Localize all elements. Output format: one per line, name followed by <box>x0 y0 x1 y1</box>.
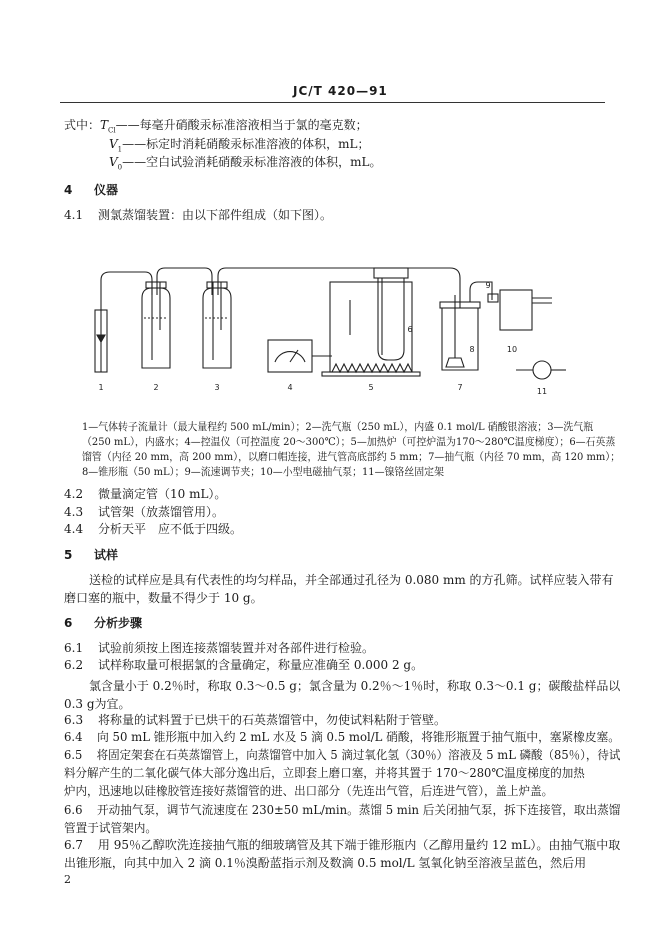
step-6-3-number: 6.3 <box>64 713 84 727</box>
step-6-7-number: 6.7 <box>64 838 84 852</box>
section-5-title: 试样 <box>94 548 119 562</box>
step-6-2-note <box>64 677 620 713</box>
section-5-number: 5 <box>64 548 73 562</box>
step-6-6-line-2: 管置于试管架内。 <box>64 821 158 835</box>
step-6-2-text: 试样称取量可根据氯的含量确定，称量应准确至 0.000 2 g。 <box>98 658 424 672</box>
var-v0-row: $V_0——$空白试验消耗硝酸汞标准溶液的体积，mL。 <box>109 155 382 172</box>
section-5-body <box>64 571 614 607</box>
fig-label-7: 7 <box>457 383 463 392</box>
step-6-4-number: 6.4 <box>64 730 83 744</box>
item-4-4 <box>64 521 242 537</box>
caption-line-1: 1—气体转子流量计（最大量程约 500 mL/min）；2—洗气瓶（250 mL），内盛 0.1 mol/L 硝酸银溶液；3—洗气瓶 <box>82 421 594 433</box>
item-4-3 <box>64 504 224 520</box>
step-6-6-line-1: 开动抽气泵，调节气流速度在 230±50 mL/min。蒸馏 5 min 后关闭抽气泵，拆下连接管，取出蒸馏 <box>96 803 621 817</box>
suction-flask <box>440 295 480 370</box>
step-6-2-note-line-1: 氯含量小于 0.2％时，称取 0.3～0.5 g；氯含量为 0.2％～1％时，称取 0.3～0.1 g；碳酸盐样品以 <box>88 679 621 693</box>
caption-line-4: 8—锥形瓶（50 mL）；9—流速调节夹；10—小型电磁抽气泵；11—镍铬丝固定架 <box>82 466 444 478</box>
section-6-title: 分析步骤 <box>94 616 143 630</box>
var-v0-text: ——空白试验消耗硝酸汞标准溶液的体积，mL。 <box>122 155 382 169</box>
section-5-heading <box>64 546 118 563</box>
figure-caption <box>82 420 620 480</box>
step-6-4 <box>64 729 620 745</box>
section-6-heading <box>64 614 142 631</box>
fig-label-6: 6 <box>407 325 413 334</box>
section-5-line-2: 磨口塞的瓶中，数量不得少于 10 g。 <box>64 591 263 605</box>
step-6-2 <box>64 657 423 673</box>
distillation-apparatus-figure <box>60 240 605 410</box>
section-6-number: 6 <box>64 616 73 630</box>
item-4-1 <box>64 207 332 223</box>
fig-label-2: 2 <box>153 383 159 392</box>
fig-label-8: 8 <box>469 345 475 354</box>
header-rule <box>60 102 605 103</box>
step-6-5-line-3: 炉内，迅速地以硅橡胶管连接好蒸馏管的进、出口部分（先连出气管，后连进气管），盖上炉盖。 <box>64 784 554 798</box>
fig-label-9: 9 <box>485 281 491 290</box>
step-6-5 <box>64 746 620 800</box>
section-4-heading <box>64 181 118 198</box>
fig-label-11: 11 <box>536 387 548 396</box>
step-6-1-number: 6.1 <box>64 641 84 655</box>
standard-number: JC/T 420—91 <box>293 84 388 98</box>
var-tcl-text: ——每毫升硝酸汞标准溶液相当于氯的毫克数； <box>115 118 368 132</box>
step-6-1 <box>64 640 374 656</box>
item-4-4-text: 分析天平 应不低于四级。 <box>98 522 243 536</box>
item-4-2-text: 微量滴定管（10 mL）。 <box>98 487 227 501</box>
step-6-1-text: 试验前须按上图连接蒸馏装置并对各部件进行检验。 <box>98 641 375 655</box>
step-6-6-number: 6.6 <box>64 803 83 817</box>
step-6-3 <box>64 712 446 728</box>
step-6-6 <box>64 801 620 837</box>
item-4-2-number: 4.2 <box>64 487 84 501</box>
fig-label-3: 3 <box>214 383 220 392</box>
step-6-5-line-1: 将固定架套在石英蒸馏管上，向蒸馏管中加入 5 滴过氧化氢（30％）溶液及 5 mL 磷酸（85％），待试 <box>96 748 621 762</box>
caption-line-3: 馏管（内径 20 mm，高 200 mm），以磨口帽连接，进气管高底部约 5 mm；7—抽气瓶（内径 70 mm，高 120 mm）； <box>82 451 621 463</box>
var-v1-text: ——标定时消耗硝酸汞标准溶液的体积，mL； <box>122 137 370 151</box>
wash-bottle-water <box>203 282 231 368</box>
caption-line-2: （250 mL），内盛水；4—控温仪（可控温度 20～300℃）；5—加热炉（可控炉温为170～280℃温度梯度）；6—石英蒸 <box>82 436 616 448</box>
section-4-number: 4 <box>64 183 73 197</box>
section-4-title: 仪器 <box>94 183 119 197</box>
temperature-controller <box>268 340 332 372</box>
heating-furnace <box>322 282 420 376</box>
formula-vars-lead: 式中： <box>64 118 101 132</box>
item-4-4-number: 4.4 <box>64 522 84 536</box>
step-6-4-text: 向 50 mL 锥形瓶中加入约 2 mL 水及 5 滴 0.5 mol/L 硝酸，将锥形瓶置于抽气瓶中，塞紧橡皮塞。 <box>97 730 620 744</box>
var-v1-row: $V_1——$标定时消耗硝酸汞标准溶液的体积，mL； <box>109 137 370 154</box>
step-6-7-line-2: 出锥形瓶，向其中加入 2 滴 0.1％溴酚蓝指示剂及数滴 0.5 mol/L 氢氧化钠至溶液呈蓝色，然后用 <box>64 856 587 870</box>
step-6-5-line-2: 料分解产生的二氧化碳气体大部分逸出后，立即套上磨口塞，并将其置于 170～280℃温度梯度的加热 <box>64 766 585 780</box>
nichrome-wire-holder <box>516 361 566 379</box>
var-tcl-row: $T_{Cl}——$每毫升硝酸汞标准溶液相当于氯的毫克数； <box>100 118 368 135</box>
item-4-3-number: 4.3 <box>64 505 84 519</box>
section-5-line-1: 送检的试样应是具有代表性的均匀样品，并全部通过孔径为 0.080 mm 的方孔筛。试样应装入带有 <box>89 573 614 587</box>
step-6-5-number: 6.5 <box>64 748 83 762</box>
step-6-7 <box>64 836 620 872</box>
flowmeter <box>95 295 107 372</box>
fig-label-5: 5 <box>368 383 374 392</box>
conical-flask <box>446 358 464 367</box>
wash-bottle-silver-nitrate <box>142 282 170 368</box>
item-4-3-text: 试管架（放蒸馏管用）。 <box>98 505 225 519</box>
item-4-2 <box>64 486 226 502</box>
step-6-7-line-1: 用 95％乙醇吹洗连接抽气瓶的细玻璃管及其下端于锥形瓶内（乙醇用量约 12 mL）。由抽气瓶中取 <box>97 838 621 852</box>
fig-label-4: 4 <box>287 383 293 392</box>
item-4-1-number: 4.1 <box>64 208 84 222</box>
step-6-2-note-line-2: 0.3 g为宜。 <box>64 697 131 711</box>
page-number: 2 <box>64 873 71 886</box>
fig-label-1: 1 <box>98 383 104 392</box>
step-6-3-text: 将称量的试料置于已烘干的石英蒸馏管中，勿使试料粘附于管壁。 <box>98 713 447 727</box>
item-4-1-text: 测氯蒸馏装置：由以下部件组成（如下图）。 <box>98 208 333 222</box>
step-6-2-number: 6.2 <box>64 658 84 672</box>
flow-clamp-and-pump <box>470 282 552 330</box>
fig-label-10: 10 <box>506 345 518 354</box>
